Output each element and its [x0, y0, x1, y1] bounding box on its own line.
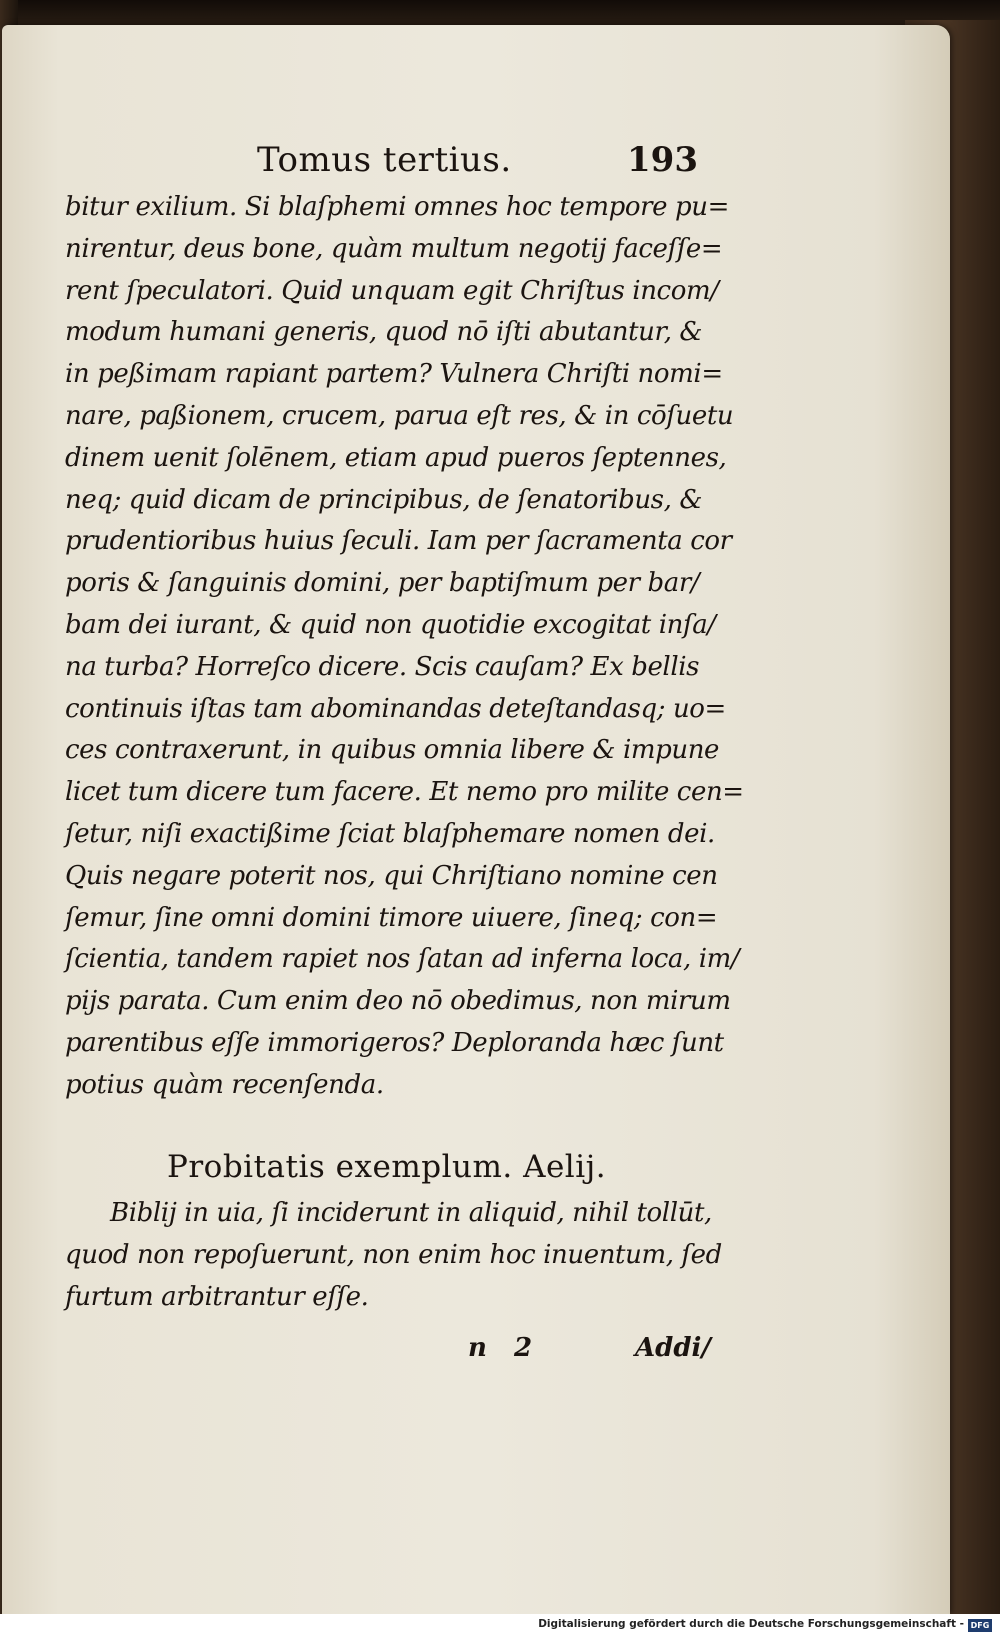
signature-mark: n 2	[468, 1333, 533, 1363]
binding-top-edge	[0, 0, 1000, 28]
text-line: in peßimam rapiant partem? Vulnera Chriſti nomi=	[65, 359, 723, 390]
text-line: bam dei iurant, & quid non quotidie excogitat inſa/	[65, 609, 716, 640]
anecdote-text	[65, 1193, 722, 1318]
text-line: poris & ſanguinis domini, per baptiſmum per bar/	[65, 568, 700, 599]
book-page	[2, 25, 950, 1614]
text-line: licet tum dicere tum facere. Et nemo pro milite cen=	[65, 777, 744, 808]
page-number: 193	[627, 140, 698, 180]
text-line: furtum arbitrantur eſſe.	[65, 1281, 369, 1312]
section-heading: Probitatis exemplum. Aelij.	[167, 1149, 607, 1185]
text-line: rent ſpeculatori. Quid unquam egit Chriſtus incom/	[65, 275, 719, 306]
body-text	[65, 187, 744, 1107]
text-line: quod non repoſuerunt, non enim hoc inuentum, ſed	[65, 1239, 722, 1270]
text-line: nare, paßionem, crucem, parua eſt res, & in cōſuetu	[65, 400, 734, 431]
text-line: dinem uenit ſolēnem, etiam apud pueros ſeptennes,	[65, 442, 727, 473]
text-line: modum humani generis, quod nō iſti abutantur, &	[65, 317, 703, 348]
text-line: na turba? Horreſco dicere. Scis cauſam? Ex bellis	[65, 651, 700, 682]
funding-credit: Digitalisierung gefördert durch die Deutsche Forschungsgemeinschaft -	[538, 1618, 964, 1630]
text-line: ſemur, ſine omni domini timore uiuere, ſineq; con=	[65, 902, 718, 933]
text-line: ſetur, niſi exactißime ſciat blaſphemare nomen dei.	[65, 818, 715, 849]
catchword: Addi/	[635, 1333, 711, 1363]
text-line: ſcientia, tandem rapiet nos ſatan ad inferna loca, im/	[65, 944, 740, 975]
text-line: bitur exilium. Si blaſphemi omnes hoc tempore pu=	[65, 192, 729, 222]
text-line: parentibus eſſe immorigeros? Deploranda hæc ſunt	[65, 1027, 724, 1058]
running-head: Tomus tertius.	[257, 140, 512, 180]
text-line: prudentioribus huius ſeculi. Iam per ſacramenta cor	[65, 526, 732, 557]
text-line: potius quàm recenſenda.	[65, 1069, 384, 1100]
dfg-logo-icon: DFG	[968, 1619, 992, 1632]
text-line: pijs parata. Cum enim deo nō obedimus, non mirum	[65, 986, 731, 1017]
text-line: Biblij in uia, ſi inciderunt in aliquid, nihil tollūt,	[110, 1198, 712, 1228]
digitization-footer	[0, 1614, 1000, 1640]
text-line: nirentur, deus bone, quàm multum negotij faceſſe=	[65, 233, 723, 264]
text-line: continuis iſtas tam abominandas deteſtandasq; uo=	[65, 693, 726, 724]
text-line: ces contraxerunt, in quibus omnia libere & impune	[65, 735, 720, 766]
text-line: Quis negare poterit nos, qui Chriſtiano nomine cen	[65, 860, 718, 891]
text-line: neq; quid dicam de principibus, de ſenatoribus, &	[65, 484, 703, 515]
